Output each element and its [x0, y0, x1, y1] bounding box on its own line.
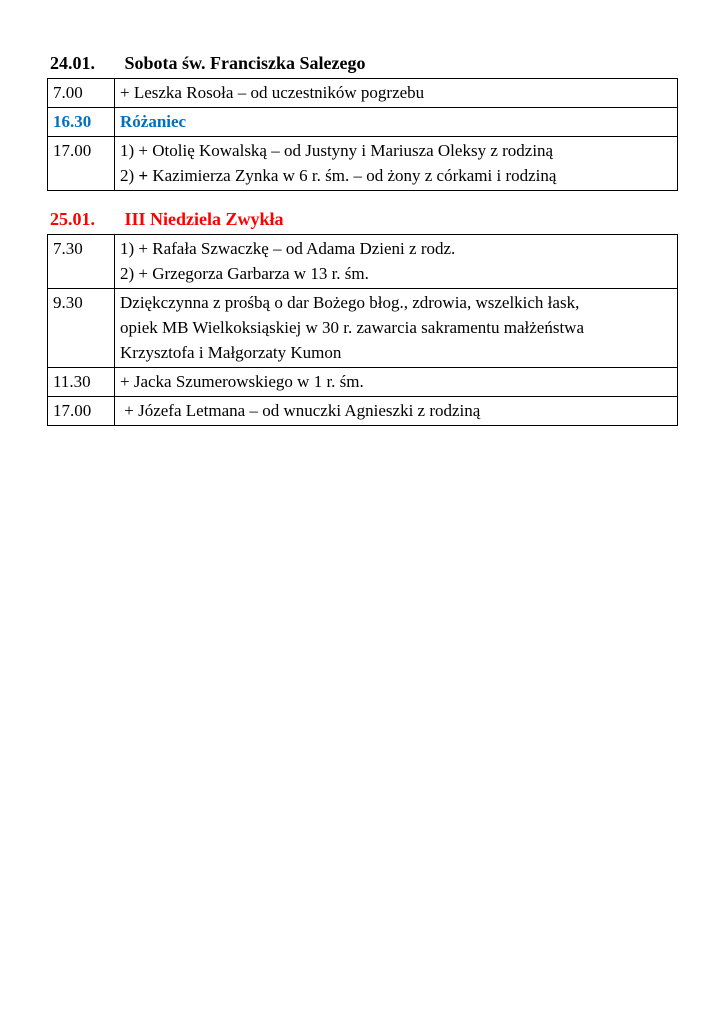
intention-cell [115, 368, 678, 397]
section-day-25 [47, 208, 678, 426]
time-cell: 9.30 [48, 289, 115, 368]
table-row [48, 397, 678, 426]
intention-line: 1) + Rafała Szwaczkę – od Adama Dzieni z rodz. [120, 239, 456, 258]
mass-schedule-table-day-25 [47, 234, 678, 426]
section-day-24 [47, 52, 678, 191]
heading-date: 25.01. [50, 209, 95, 229]
intention-line: Dziękczynna z prośbą o dar Bożego błog., zdrowia, wszelkich łask, [120, 293, 580, 312]
table-row [48, 289, 678, 368]
table-row-rosary [48, 108, 678, 137]
heading-title: Sobota św. Franciszka Salezego [124, 53, 366, 73]
table-row [48, 235, 678, 289]
intention-line-plus: + [138, 166, 149, 185]
table-row [48, 368, 678, 397]
intention-line: + Jacka Szumerowskiego w 1 r. śm. [120, 372, 364, 391]
intention-line: Różaniec [120, 112, 187, 131]
mass-schedule-table-day-24 [47, 78, 678, 191]
intention-cell [115, 397, 678, 426]
section-heading-day-24 [50, 52, 678, 74]
intention-line [120, 163, 671, 188]
section-heading-day-25 [50, 208, 678, 230]
intention-line-prefix: 2) [120, 166, 139, 185]
time-cell: 17.00 [48, 137, 115, 191]
time-cell: 17.00 [48, 397, 115, 426]
intention-line: 2) + Grzegorza Garbarza w 13 r. śm. [120, 264, 369, 283]
time-cell: 16.30 [48, 108, 115, 137]
intention-line: opiek MB Wielkoksiąskiej w 30 r. zawarcia sakramentu małżeństwa [120, 318, 585, 337]
intention-cell [115, 79, 678, 108]
heading-title: III Niedziela Zwykła [124, 209, 284, 229]
intention-line: + Leszka Rosoła – od uczestników pogrzebu [120, 83, 425, 102]
intention-line-rest: Kazimierza Zynka w 6 r. śm. – od żony z córkami i rodziną [148, 166, 557, 185]
time-cell: 7.30 [48, 235, 115, 289]
time-cell: 11.30 [48, 368, 115, 397]
time-cell: 7.00 [48, 79, 115, 108]
table-row [48, 79, 678, 108]
heading-date: 24.01. [50, 53, 95, 73]
intention-cell [115, 289, 678, 368]
intention-cell [115, 137, 678, 191]
intention-cell [115, 235, 678, 289]
table-row [48, 137, 678, 191]
intention-line: + Józefa Letmana – od wnuczki Agnieszki z rodziną [120, 401, 481, 420]
intention-line: 1) + Otolię Kowalską – od Justyny i Mariusza Oleksy z rodziną [120, 141, 554, 160]
intention-line: Krzysztofa i Małgorzaty Kumon [120, 343, 342, 362]
intention-cell [115, 108, 678, 137]
